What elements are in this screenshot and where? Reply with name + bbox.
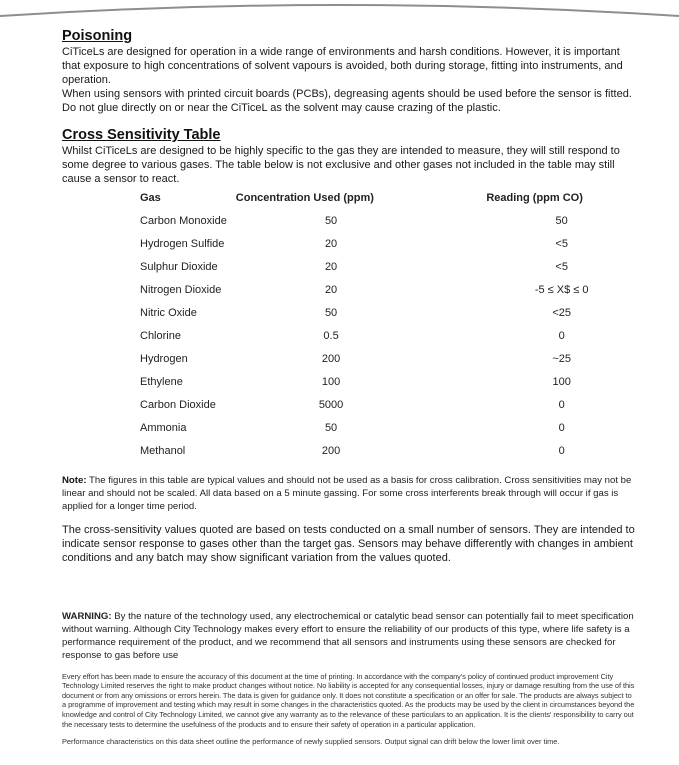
cell-gas: Chlorine	[140, 330, 181, 342]
cell-concentration: 20	[324, 261, 338, 273]
table-row	[140, 422, 637, 445]
cell-concentration: 0.5	[323, 330, 339, 342]
header-reading: Reading (ppm CO)	[486, 192, 583, 204]
table-note	[62, 474, 637, 513]
table-row	[140, 376, 637, 399]
cross-sensitivity-section	[62, 127, 637, 565]
cell-gas: Carbon Monoxide	[140, 215, 227, 227]
cell-gas: Hydrogen Sulfide	[140, 238, 225, 250]
table-row	[140, 399, 637, 422]
cross-sensitivity-title: Cross Sensitivity Table	[62, 127, 221, 143]
table-row	[140, 353, 637, 376]
performance-note: Performance characteristics on this data sheet outline the performance of newly supplied sensors. Output signal can drift below the lower limit over time.	[62, 736, 560, 746]
cell-concentration: 100	[321, 376, 341, 388]
cell-gas: Nitric Oxide	[140, 307, 197, 319]
note-text: The figures in this table are typical values and should not be used as a basis for cross calibration. Cross sensitivities may not be linear and should not be scaled. All data based on a 5 minute gassing. For some cross interferents break through will occur if gas is applied for a longer time period.	[62, 475, 632, 512]
cell-concentration: 50	[324, 215, 338, 227]
table-row	[140, 261, 637, 284]
cross-sensitivity-intro: Whilst CiTiceLs are designed to be highly specific to the gas they are intended to measure, they will still respond to some degree to various gases. The table below is not exclusive and other gases not included in the table may still cause a sensor to react.	[62, 145, 620, 185]
cell-gas: Nitrogen Dioxide	[140, 284, 222, 296]
poisoning-paragraph-1: CiTiceLs are designed for operation in a wide range of environments and harsh conditions. However, it is important that exposure to high concentrations of solvent vapours is avoided, both during storage, fitting into instruments, and operation.	[62, 46, 623, 86]
cell-reading: ~25	[552, 353, 571, 365]
page-top-border-arc	[0, 0, 679, 30]
cell-reading: <5	[555, 261, 568, 273]
poisoning-section	[62, 28, 637, 115]
warning-label: WARNING:	[62, 610, 112, 622]
table-body	[140, 215, 637, 468]
cell-reading: 100	[552, 376, 571, 388]
legal-disclaimer: Every effort has been made to ensure the accuracy of this document at the time of printing. In accordance with the company's policy of continued product improvement City Technology Limited reserves the right to make product changes without notice. No liability is accepted for any consequential losses, injury or damage resulting from the use of this document or from any omissions or errors herein. The data is given for guidance only. It does not constitute a specification or an offer for sale. The products are always subject to a programme of improvement and testing which may result in some changes in the characteristics quoted. As the products may be used by the client in circumstances beyond the knowledge and control of City Technology Limited, we cannot give any warranty as to the relevance of these particulars to an application. It is the clients' responsibility to carry out the necessary tests to determine the usefulness of the products and to ensure their safety of operation in a particular application.	[62, 671, 635, 729]
poisoning-paragraph-2: When using sensors with printed circuit boards (PCBs), degreasing agents should be used before the sensor is fitted. Do not glue directly on or near the CiTiceL as the solvent may cause crazing of the plastic.	[62, 88, 632, 114]
table-header-row	[140, 192, 637, 215]
cell-concentration: 5000	[318, 399, 344, 411]
table-row	[140, 284, 637, 307]
warning-text: By the nature of the technology used, any electrochemical or catalytic bead sensor can potentially fail to meet specification without warning. Although City Technology makes every effort to ensure the reliability of our products of this type, where life safety is a performance requirement of the product, and we recommend that all sensors and instruments using these sensors are checked for response to gas before use	[62, 610, 634, 661]
cell-reading: 0	[558, 399, 565, 411]
cell-concentration: 50	[324, 307, 338, 319]
cell-reading: 0	[558, 422, 565, 434]
note-label: Note:	[62, 475, 87, 486]
cell-gas: Ethylene	[140, 376, 183, 388]
cell-reading: 0	[558, 330, 565, 342]
cell-gas: Ammonia	[140, 422, 187, 434]
table-row	[140, 215, 637, 238]
cell-concentration: 20	[324, 238, 338, 250]
warning-notice	[62, 610, 637, 662]
cell-reading: 50	[555, 215, 568, 227]
cross-sensitivity-disclaimer: The cross-sensitivity values quoted are based on tests conducted on a small number of sensors. They are intended to indicate sensor response to gases other than the target gas. Sensors may behave differently with changes in ambient conditions and any batch may show significant variation from the values quoted.	[62, 523, 635, 564]
cell-gas: Methanol	[140, 445, 186, 457]
cell-concentration: 50	[324, 422, 338, 434]
document-content	[62, 28, 637, 754]
cell-concentration: 200	[321, 353, 341, 365]
table-row	[140, 238, 637, 261]
cell-gas: Carbon Dioxide	[140, 399, 216, 411]
cross-sensitivity-table	[140, 192, 637, 468]
table-row	[140, 445, 637, 468]
header-gas: Gas	[140, 192, 161, 204]
cell-reading: <5	[555, 238, 568, 250]
cell-gas: Hydrogen	[140, 353, 188, 365]
cell-reading: <25	[552, 307, 571, 319]
table-row	[140, 307, 637, 330]
cell-gas: Sulphur Dioxide	[140, 261, 218, 273]
poisoning-title: Poisoning	[62, 28, 133, 44]
cell-concentration: 20	[324, 284, 338, 296]
cell-reading: -5 ≤ X$ ≤ 0	[534, 284, 589, 296]
table-row	[140, 330, 637, 353]
cell-reading: 0	[558, 445, 565, 457]
cell-concentration: 200	[321, 445, 341, 457]
header-concentration: Concentration Used (ppm)	[235, 192, 374, 204]
